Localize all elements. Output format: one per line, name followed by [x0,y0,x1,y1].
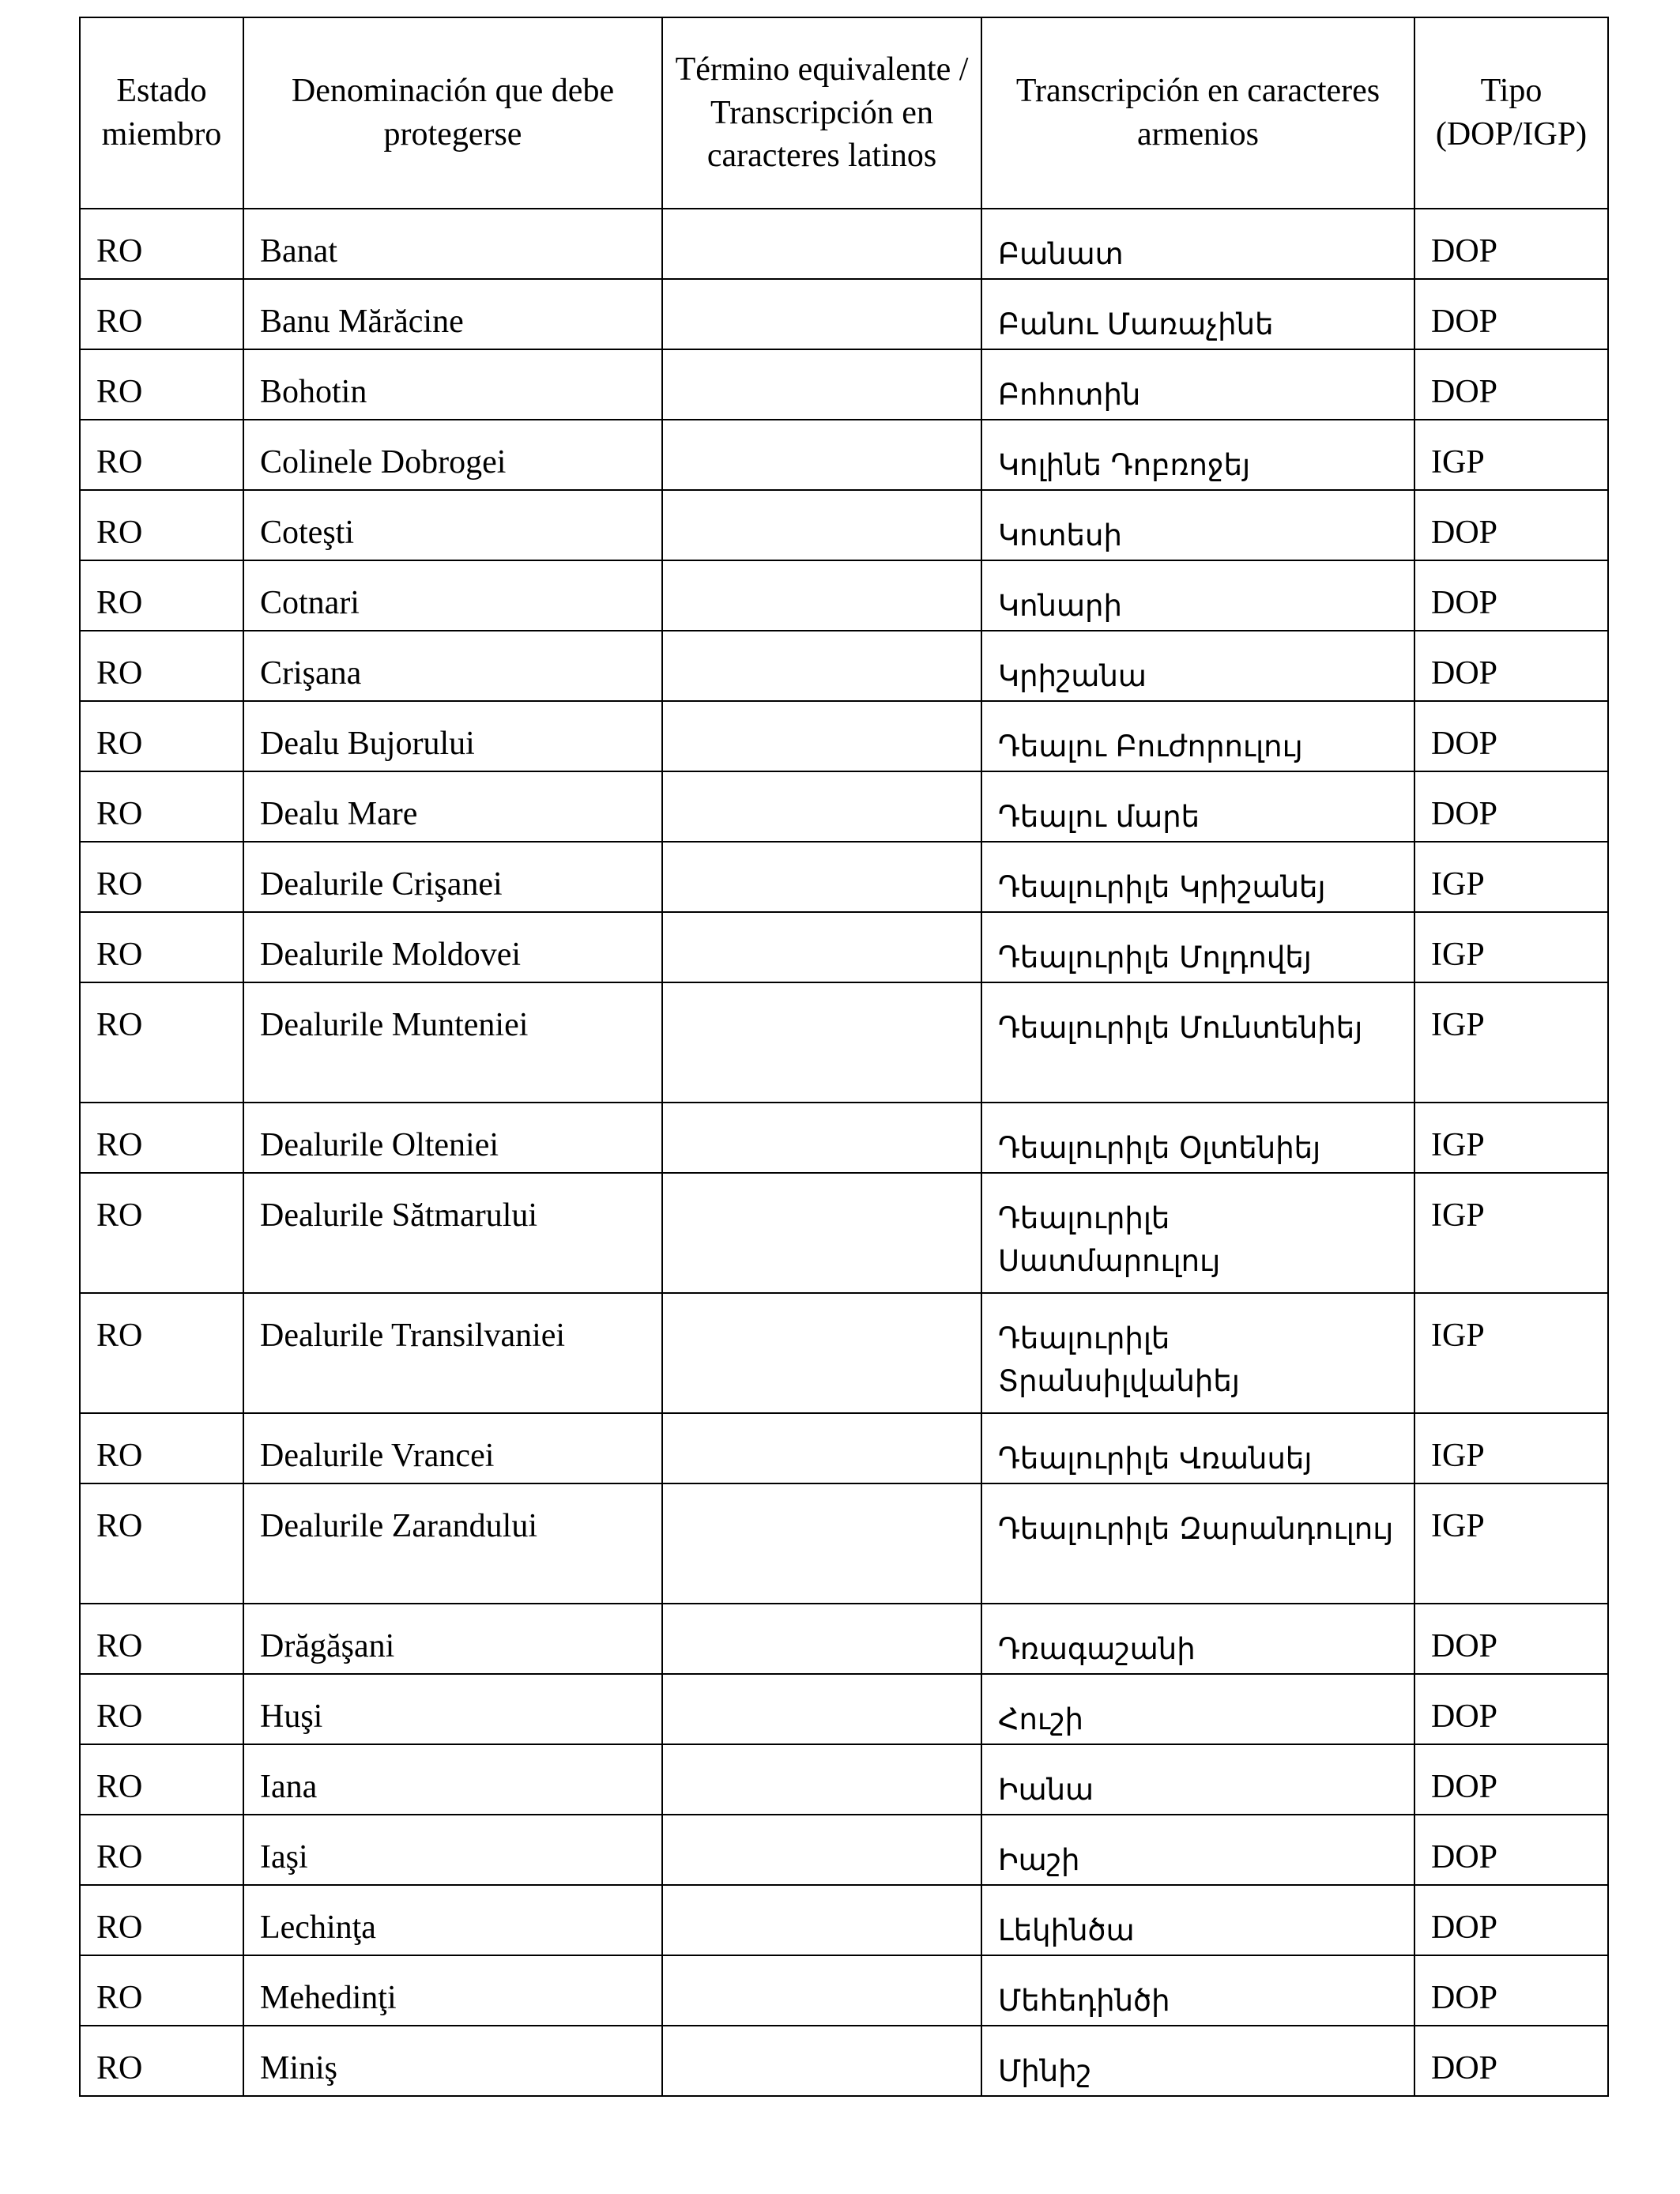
cell-equivalent-term [662,771,981,842]
cell-type: DOP [1414,490,1608,560]
cell-member-state: RO [80,490,243,560]
table-row [80,209,1608,279]
cell-member-state: RO [80,1885,243,1955]
table-row [80,1103,1608,1173]
cell-equivalent-term [662,1815,981,1885]
cell-type: DOP [1414,209,1608,279]
cell-armenian-transcription: Հուշի [981,1674,1414,1744]
cell-member-state: RO [80,771,243,842]
cell-name: Lechinţa [243,1885,662,1955]
header-name-to-protect: Denominación que debe protegerse [243,17,662,209]
cell-name: Iana [243,1744,662,1815]
cell-armenian-transcription: Դեալուրիլե Մունտենիեյ [981,982,1414,1103]
cell-type: DOP [1414,1604,1608,1674]
cell-name: Iaşi [243,1815,662,1885]
cell-member-state: RO [80,1293,243,1413]
table-row [80,2026,1608,2096]
table-row [80,1885,1608,1955]
cell-armenian-transcription: Դեալուրիլե Օլտենիեյ [981,1103,1414,1173]
cell-member-state: RO [80,1955,243,2026]
cell-equivalent-term [662,490,981,560]
table-row [80,912,1608,982]
cell-type: IGP [1414,912,1608,982]
cell-armenian-transcription: Լեկինծա [981,1885,1414,1955]
header-type: Tipo (DOP/IGP) [1414,17,1608,209]
cell-type: DOP [1414,2026,1608,2096]
cell-member-state: RO [80,842,243,912]
cell-name: Dealurile Sătmarului [243,1173,662,1293]
cell-member-state: RO [80,1483,243,1604]
cell-name: Dealurile Moldovei [243,912,662,982]
cell-equivalent-term [662,982,981,1103]
cell-type: IGP [1414,1173,1608,1293]
cell-equivalent-term [662,1173,981,1293]
table-row [80,701,1608,771]
cell-name: Drăgăşani [243,1604,662,1674]
cell-type: DOP [1414,631,1608,701]
table-row [80,1413,1608,1483]
cell-equivalent-term [662,2026,981,2096]
cell-type: IGP [1414,842,1608,912]
table-body [80,209,1608,2096]
table-row [80,279,1608,349]
cell-equivalent-term [662,1103,981,1173]
cell-equivalent-term [662,1293,981,1413]
cell-type: DOP [1414,771,1608,842]
table-row [80,1483,1608,1604]
cell-armenian-transcription: Կրիշանա [981,631,1414,701]
geographical-indications-table [79,17,1609,2097]
cell-armenian-transcription: Մինիշ [981,2026,1414,2096]
cell-type: IGP [1414,420,1608,490]
cell-equivalent-term [662,1955,981,2026]
cell-equivalent-term [662,912,981,982]
table-row [80,1674,1608,1744]
cell-name: Miniş [243,2026,662,2096]
cell-name: Dealurile Vrancei [243,1413,662,1483]
cell-equivalent-term [662,1885,981,1955]
cell-member-state: RO [80,982,243,1103]
header-equivalent-term: Término equivalente / Transcripción en caracteres latinos [662,17,981,209]
cell-member-state: RO [80,1604,243,1674]
table-header [80,17,1608,209]
cell-armenian-transcription: Իաշի [981,1815,1414,1885]
cell-member-state: RO [80,420,243,490]
cell-equivalent-term [662,842,981,912]
cell-armenian-transcription: Դեալու Բուժորուլույ [981,701,1414,771]
cell-armenian-transcription: Դեալուրիլե Սատմարուլույ [981,1173,1414,1293]
cell-armenian-transcription: Դռագաշանի [981,1604,1414,1674]
cell-member-state: RO [80,631,243,701]
cell-member-state: RO [80,1815,243,1885]
cell-name: Cotnari [243,560,662,631]
table-row [80,1815,1608,1885]
cell-equivalent-term [662,1483,981,1604]
cell-name: Crişana [243,631,662,701]
cell-type: DOP [1414,701,1608,771]
table-row [80,1955,1608,2026]
cell-member-state: RO [80,209,243,279]
cell-equivalent-term [662,420,981,490]
cell-member-state: RO [80,912,243,982]
cell-member-state: RO [80,349,243,420]
cell-name: Banu Mărăcine [243,279,662,349]
header-row [80,17,1608,209]
cell-equivalent-term [662,631,981,701]
cell-equivalent-term [662,560,981,631]
cell-armenian-transcription: Բանատ [981,209,1414,279]
cell-name: Mehedinţi [243,1955,662,2026]
cell-member-state: RO [80,701,243,771]
cell-equivalent-term [662,209,981,279]
cell-name: Dealurile Crişanei [243,842,662,912]
header-armenian-transcription: Transcripción en caracteres armenios [981,17,1414,209]
cell-armenian-transcription: Դեալուրիլե Տրանսիլվանիեյ [981,1293,1414,1413]
table-row [80,1604,1608,1674]
cell-type: IGP [1414,1483,1608,1604]
table-row [80,982,1608,1103]
cell-name: Coteşti [243,490,662,560]
cell-type: DOP [1414,279,1608,349]
table-row [80,771,1608,842]
table-row [80,349,1608,420]
cell-member-state: RO [80,1173,243,1293]
cell-name: Dealurile Munteniei [243,982,662,1103]
table-row [80,842,1608,912]
cell-equivalent-term [662,349,981,420]
cell-equivalent-term [662,1413,981,1483]
table-row [80,1744,1608,1815]
cell-armenian-transcription: Իանա [981,1744,1414,1815]
cell-equivalent-term [662,1674,981,1744]
cell-armenian-transcription: Դեալուրիլե Վռանսեյ [981,1413,1414,1483]
cell-armenian-transcription: Կոլինե Դոբռոջեյ [981,420,1414,490]
cell-equivalent-term [662,1604,981,1674]
table-row [80,490,1608,560]
cell-type: DOP [1414,1674,1608,1744]
cell-name: Huşi [243,1674,662,1744]
cell-name: Dealu Mare [243,771,662,842]
cell-equivalent-term [662,279,981,349]
cell-equivalent-term [662,1744,981,1815]
cell-member-state: RO [80,2026,243,2096]
cell-type: IGP [1414,982,1608,1103]
cell-name: Banat [243,209,662,279]
cell-type: IGP [1414,1103,1608,1173]
cell-armenian-transcription: Դեալուրիլե Մոլդովեյ [981,912,1414,982]
cell-member-state: RO [80,560,243,631]
table-row [80,1293,1608,1413]
cell-armenian-transcription: Դեալուրիլե Կրիշանեյ [981,842,1414,912]
cell-type: DOP [1414,1815,1608,1885]
cell-armenian-transcription: Դեալու մարե [981,771,1414,842]
cell-name: Dealurile Olteniei [243,1103,662,1173]
cell-armenian-transcription: Բոհոտին [981,349,1414,420]
cell-type: DOP [1414,560,1608,631]
cell-name: Dealurile Zarandului [243,1483,662,1604]
cell-member-state: RO [80,1744,243,1815]
cell-member-state: RO [80,279,243,349]
cell-member-state: RO [80,1674,243,1744]
cell-name: Dealu Bujorului [243,701,662,771]
table-row [80,1173,1608,1293]
cell-armenian-transcription: Կոտեսի [981,490,1414,560]
table-row [80,420,1608,490]
cell-member-state: RO [80,1103,243,1173]
cell-member-state: RO [80,1413,243,1483]
cell-type: DOP [1414,1885,1608,1955]
table-row [80,560,1608,631]
cell-name: Colinele Dobrogei [243,420,662,490]
cell-type: IGP [1414,1413,1608,1483]
cell-type: IGP [1414,1293,1608,1413]
table-row [80,631,1608,701]
cell-name: Dealurile Transilvaniei [243,1293,662,1413]
cell-type: DOP [1414,1955,1608,2026]
cell-armenian-transcription: Կոնարի [981,560,1414,631]
cell-type: DOP [1414,349,1608,420]
cell-type: DOP [1414,1744,1608,1815]
cell-armenian-transcription: Դեալուրիլե Զարանդուլույ [981,1483,1414,1604]
cell-equivalent-term [662,701,981,771]
header-member-state: Estado miembro [80,17,243,209]
cell-armenian-transcription: Մեհեդինծի [981,1955,1414,2026]
cell-armenian-transcription: Բանու Մառաչինե [981,279,1414,349]
cell-name: Bohotin [243,349,662,420]
